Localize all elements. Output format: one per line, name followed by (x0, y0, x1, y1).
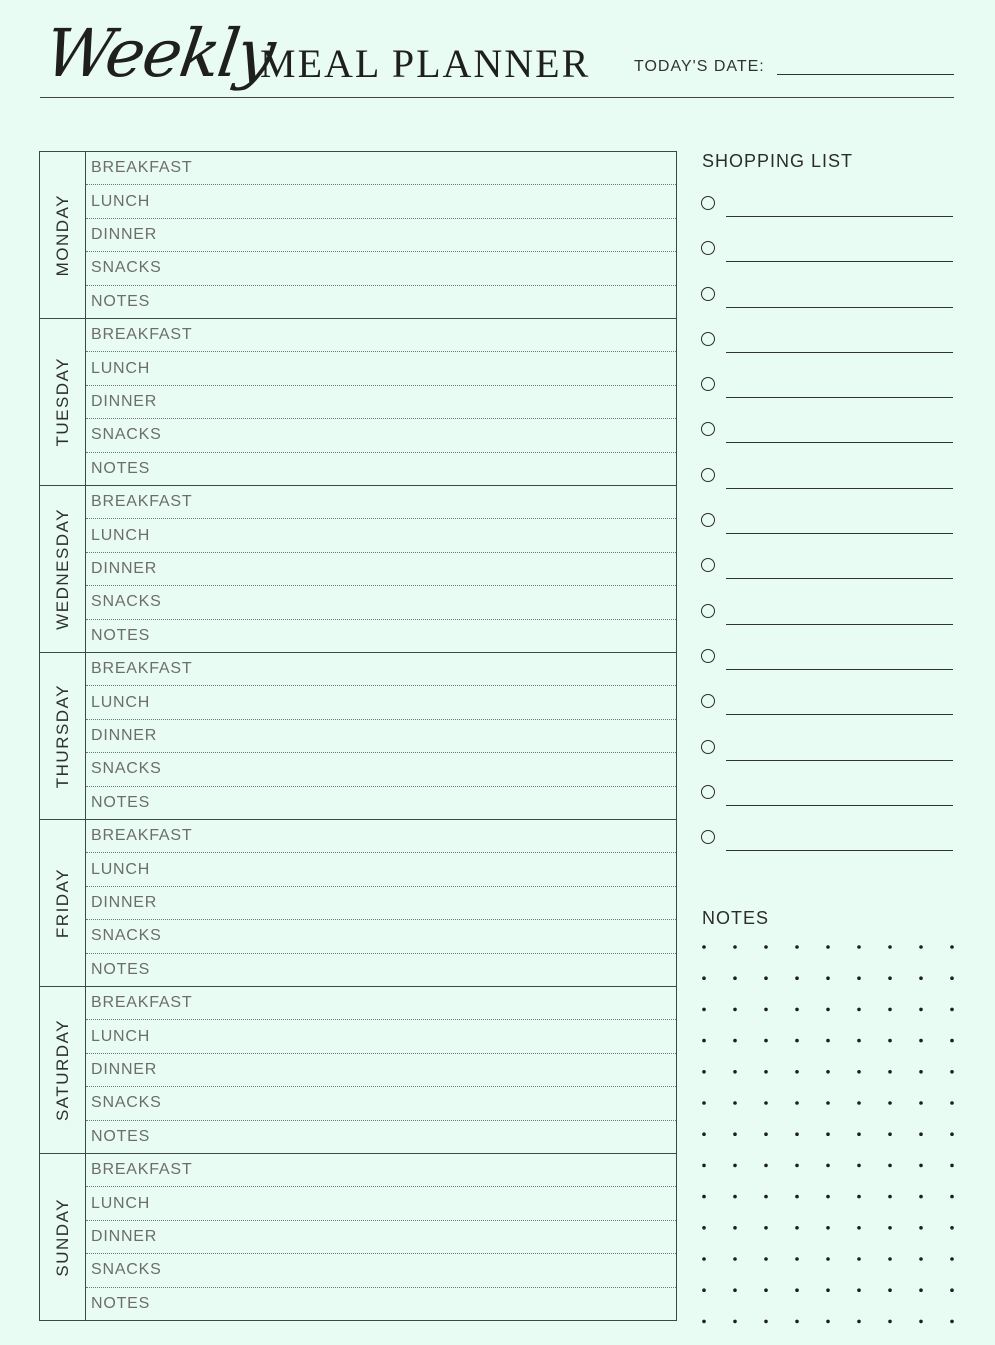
grid-dot (764, 1257, 768, 1261)
meal-row-lunch[interactable]: LUNCH (86, 519, 676, 552)
grid-dot (795, 1101, 799, 1105)
grid-dot (826, 1008, 830, 1012)
meal-row-dinner[interactable]: DINNER (86, 887, 676, 920)
grid-dot (795, 1257, 799, 1261)
meal-row-breakfast[interactable]: BREAKFAST (86, 820, 676, 853)
shopping-item-line[interactable] (726, 533, 953, 534)
grid-dot (950, 1070, 954, 1074)
shopping-item-line[interactable] (726, 714, 953, 715)
grid-dot (826, 1039, 830, 1043)
grid-dot (702, 1195, 706, 1199)
grid-dot (857, 1195, 861, 1199)
grid-dot (702, 1039, 706, 1043)
day-label-cell (40, 152, 86, 318)
meal-row-notes[interactable]: NOTES (91, 793, 151, 811)
grid-dot (702, 945, 706, 949)
grid-dot (919, 1101, 923, 1105)
shopping-checkbox[interactable] (701, 740, 715, 754)
grid-dot (857, 976, 861, 980)
day-label: SUNDAY (52, 1197, 72, 1277)
meal-row-snacks[interactable]: SNACKS (86, 1087, 676, 1120)
meal-row-notes[interactable]: NOTES (91, 626, 151, 644)
grid-dot (888, 1195, 892, 1199)
grid-dot (702, 1226, 706, 1230)
shopping-list-item (700, 690, 954, 735)
grid-dot (857, 1320, 861, 1324)
grid-dot (950, 945, 954, 949)
shopping-checkbox[interactable] (701, 694, 715, 708)
grid-dot (702, 1320, 706, 1324)
shopping-list-item (700, 373, 954, 418)
grid-dot (919, 945, 923, 949)
grid-dot (795, 1164, 799, 1168)
grid-dot (764, 1101, 768, 1105)
grid-dot (702, 1101, 706, 1105)
grid-dot (764, 1320, 768, 1324)
grid-dot (826, 1164, 830, 1168)
shopping-list-item (700, 328, 954, 373)
shopping-list-item (700, 781, 954, 826)
grid-dot (733, 1226, 737, 1230)
shopping-checkbox[interactable] (701, 287, 715, 301)
grid-dot (888, 1226, 892, 1230)
meal-rows (86, 1154, 676, 1320)
shopping-checkbox[interactable] (701, 830, 715, 844)
grid-dot (857, 1132, 861, 1136)
shopping-list-title: SHOPPING LIST (702, 151, 854, 171)
grid-dot (888, 1132, 892, 1136)
grid-dot (764, 1195, 768, 1199)
day-label-cell (40, 319, 86, 485)
day-label: SATURDAY (52, 1018, 72, 1122)
grid-dot (826, 1288, 830, 1292)
meal-row-dinner[interactable]: DINNER (86, 1054, 676, 1087)
grid-dot (702, 1257, 706, 1261)
grid-dot (888, 1070, 892, 1074)
day-label-cell (40, 486, 86, 652)
shopping-checkbox[interactable] (701, 785, 715, 799)
shopping-checkbox[interactable] (701, 604, 715, 618)
shopping-checkbox[interactable] (701, 513, 715, 527)
grid-dot (795, 1195, 799, 1199)
shopping-checkbox[interactable] (701, 558, 715, 572)
shopping-checkbox[interactable] (701, 377, 715, 391)
grid-dot (733, 1101, 737, 1105)
shopping-checkbox[interactable] (701, 332, 715, 346)
shopping-item-line[interactable] (726, 397, 953, 398)
meal-row-lunch[interactable]: LUNCH (86, 185, 676, 218)
grid-dot (795, 1008, 799, 1012)
meal-row-dinner[interactable]: DINNER (86, 1221, 676, 1254)
meal-row-lunch[interactable]: LUNCH (86, 686, 676, 719)
grid-dot (764, 1164, 768, 1168)
grid-dot (950, 1132, 954, 1136)
grid-dot (764, 1039, 768, 1043)
grid-dot (795, 945, 799, 949)
grid-dot (733, 1132, 737, 1136)
grid-dot (733, 1257, 737, 1261)
day-label: WEDNESDAY (52, 508, 72, 630)
grid-dot (950, 1195, 954, 1199)
grid-dot (888, 1101, 892, 1105)
meal-row-lunch[interactable]: LUNCH (86, 1187, 676, 1220)
grid-dot (826, 1226, 830, 1230)
header-divider (40, 97, 954, 98)
grid-dot (857, 1257, 861, 1261)
grid-dot (888, 976, 892, 980)
day-block-wednesday (40, 486, 676, 653)
meal-row-lunch[interactable]: LUNCH (86, 853, 676, 886)
meal-rows (86, 319, 676, 485)
grid-dot (826, 976, 830, 980)
shopping-list (700, 192, 954, 871)
grid-dot (826, 1195, 830, 1199)
shopping-list-item (700, 600, 954, 645)
shopping-item-line[interactable] (726, 488, 953, 489)
script-title: Weekly (40, 15, 279, 92)
meal-rows (86, 820, 676, 986)
meal-row-lunch[interactable]: LUNCH (86, 352, 676, 385)
shopping-item-line[interactable] (726, 352, 953, 353)
grid-dot (919, 976, 923, 980)
grid-dot (826, 1101, 830, 1105)
grid-dot (702, 976, 706, 980)
grid-dot (795, 976, 799, 980)
shopping-item-line[interactable] (726, 307, 953, 308)
grid-dot (733, 1070, 737, 1074)
grid-dot (888, 1164, 892, 1168)
grid-dot (888, 1008, 892, 1012)
grid-dot (919, 1039, 923, 1043)
meal-row-snacks[interactable]: SNACKS (86, 419, 676, 452)
meal-row-snacks[interactable]: SNACKS (86, 753, 676, 786)
grid-dot (950, 1164, 954, 1168)
date-field[interactable] (777, 74, 954, 75)
grid-dot (795, 1320, 799, 1324)
day-label: THURSDAY (52, 683, 72, 789)
grid-dot (857, 1101, 861, 1105)
day-label-cell (40, 1154, 86, 1320)
grid-dot (950, 976, 954, 980)
grid-dot (795, 1226, 799, 1230)
grid-dot (733, 1039, 737, 1043)
shopping-list-item (700, 283, 954, 328)
grid-dot (795, 1288, 799, 1292)
grid-dot (857, 1039, 861, 1043)
shopping-list-item (700, 554, 954, 599)
shopping-list-item (700, 464, 954, 509)
grid-dot (826, 1132, 830, 1136)
meal-row-breakfast[interactable]: BREAKFAST (86, 1154, 676, 1187)
grid-dot (950, 1320, 954, 1324)
grid-dot (733, 1195, 737, 1199)
grid-dot (826, 1320, 830, 1324)
grid-dot (857, 1164, 861, 1168)
meal-row-breakfast[interactable]: BREAKFAST (86, 486, 676, 519)
shopping-checkbox[interactable] (701, 241, 715, 255)
grid-dot (733, 1008, 737, 1012)
meal-row-notes[interactable]: NOTES (91, 459, 151, 477)
grid-dot (888, 945, 892, 949)
day-label: MONDAY (52, 193, 72, 277)
date-label: TODAY'S DATE: (634, 58, 765, 75)
meal-row-breakfast[interactable]: BREAKFAST (86, 987, 676, 1020)
grid-dot (857, 945, 861, 949)
shopping-item-line[interactable] (726, 760, 953, 761)
shopping-item-line[interactable] (726, 578, 953, 579)
shopping-item-line[interactable] (726, 442, 953, 443)
meal-rows (86, 152, 676, 318)
meal-row-lunch[interactable]: LUNCH (86, 1020, 676, 1053)
grid-dot (919, 1288, 923, 1292)
meal-row-breakfast[interactable]: BREAKFAST (86, 653, 676, 686)
grid-dot (702, 1164, 706, 1168)
meal-row-dinner[interactable]: DINNER (86, 219, 676, 252)
day-label: TUESDAY (52, 357, 72, 447)
meal-row-breakfast[interactable]: BREAKFAST (86, 319, 676, 352)
grid-dot (702, 1070, 706, 1074)
shopping-list-item (700, 192, 954, 237)
shopping-list-item (700, 509, 954, 554)
weekly-planner-table (39, 151, 677, 1321)
day-block-monday (40, 152, 676, 319)
day-label-cell (40, 653, 86, 819)
meal-rows (86, 486, 676, 652)
grid-dot (919, 1132, 923, 1136)
page-title: MEAL PLANNER (260, 41, 591, 86)
meal-row-snacks[interactable]: SNACKS (86, 1254, 676, 1287)
shopping-list-item (700, 826, 954, 871)
meal-row-snacks[interactable]: SNACKS (86, 586, 676, 619)
grid-dot (764, 976, 768, 980)
shopping-checkbox[interactable] (701, 468, 715, 482)
grid-dot (702, 1008, 706, 1012)
grid-dot (764, 1288, 768, 1292)
grid-dot (733, 1320, 737, 1324)
grid-dot (919, 1195, 923, 1199)
grid-dot (950, 1257, 954, 1261)
grid-dot (919, 1320, 923, 1324)
grid-dot (950, 1101, 954, 1105)
grid-dot (795, 1039, 799, 1043)
day-block-tuesday (40, 319, 676, 486)
dot-grid-svg (700, 942, 960, 1332)
grid-dot (733, 1288, 737, 1292)
grid-dot (857, 1070, 861, 1074)
grid-dot (950, 1288, 954, 1292)
shopping-item-line[interactable] (726, 850, 953, 851)
grid-dot (888, 1039, 892, 1043)
day-label-cell (40, 820, 86, 986)
meal-row-notes[interactable]: NOTES (91, 1294, 151, 1312)
grid-dot (919, 1070, 923, 1074)
meal-rows (86, 653, 676, 819)
grid-dot (764, 1132, 768, 1136)
grid-dot (919, 1257, 923, 1261)
shopping-checkbox[interactable] (701, 196, 715, 210)
meal-row-snacks[interactable]: SNACKS (86, 252, 676, 285)
grid-dot (950, 1226, 954, 1230)
shopping-item-line[interactable] (726, 805, 953, 806)
grid-dot (795, 1070, 799, 1074)
grid-dot (733, 1164, 737, 1168)
shopping-checkbox[interactable] (701, 422, 715, 436)
grid-dot (733, 976, 737, 980)
grid-dot (733, 945, 737, 949)
shopping-list-item (700, 418, 954, 463)
grid-dot (764, 945, 768, 949)
shopping-item-line[interactable] (726, 261, 953, 262)
grid-dot (764, 1226, 768, 1230)
grid-dot (888, 1320, 892, 1324)
grid-dot (857, 1288, 861, 1292)
shopping-item-line[interactable] (726, 216, 953, 217)
shopping-item-line[interactable] (726, 624, 953, 625)
grid-dot (702, 1288, 706, 1292)
notes-dot-grid[interactable] (700, 942, 960, 1332)
meal-rows (86, 987, 676, 1153)
meal-row-snacks[interactable]: SNACKS (86, 920, 676, 953)
shopping-list-item (700, 645, 954, 690)
day-label-cell (40, 987, 86, 1153)
grid-dot (702, 1132, 706, 1136)
meal-row-dinner[interactable]: DINNER (86, 720, 676, 753)
meal-row-notes[interactable]: NOTES (91, 1127, 151, 1145)
shopping-list-item (700, 237, 954, 282)
notes-title: NOTES (702, 908, 770, 928)
grid-dot (919, 1226, 923, 1230)
grid-dot (764, 1070, 768, 1074)
day-label: FRIDAY (52, 867, 72, 939)
grid-dot (826, 1257, 830, 1261)
grid-dot (826, 945, 830, 949)
shopping-checkbox[interactable] (701, 649, 715, 663)
grid-dot (919, 1164, 923, 1168)
grid-dot (888, 1257, 892, 1261)
grid-dot (888, 1288, 892, 1292)
day-block-saturday (40, 987, 676, 1154)
meal-row-notes[interactable]: NOTES (91, 292, 151, 310)
meal-row-notes[interactable]: NOTES (91, 960, 151, 978)
grid-dot (950, 1008, 954, 1012)
day-block-thursday (40, 653, 676, 820)
meal-row-dinner[interactable]: DINNER (86, 553, 676, 586)
day-block-sunday (40, 1154, 676, 1320)
grid-dot (795, 1132, 799, 1136)
grid-dot (919, 1008, 923, 1012)
day-block-friday (40, 820, 676, 987)
shopping-list-item (700, 736, 954, 781)
meal-row-dinner[interactable]: DINNER (86, 386, 676, 419)
page-header (40, 14, 954, 99)
shopping-item-line[interactable] (726, 669, 953, 670)
grid-dot (857, 1008, 861, 1012)
grid-dot (826, 1070, 830, 1074)
grid-dot (950, 1039, 954, 1043)
meal-row-breakfast[interactable]: BREAKFAST (86, 152, 676, 185)
grid-dot (764, 1008, 768, 1012)
grid-dot (857, 1226, 861, 1230)
